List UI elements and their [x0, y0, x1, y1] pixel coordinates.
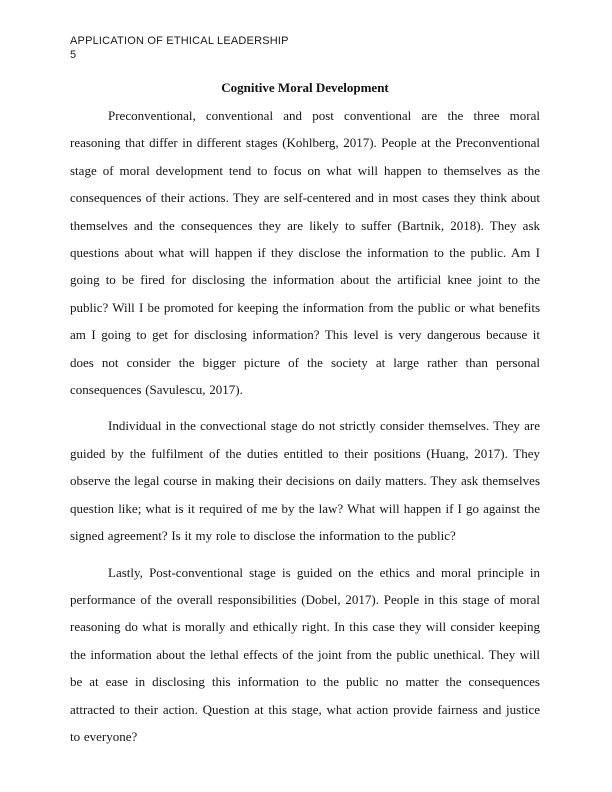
running-head: APPLICATION OF ETHICAL LEADERSHIP: [70, 35, 289, 47]
paragraph-conventional: Individual in the convectional stage do not strictly consider themselves. They are guided by the fulfilment of the duties entitled to their positions (Huang, 2017). They observe the legal course in making their decisions on daily matters. They ask themselves question like; what is it required of me by the law? What will happen if I go against the signed agreement? Is it my role to disclose the information to the public?: [70, 418, 540, 544]
paragraph-preconventional: Preconventional, conventional and post conventional are the three moral reasoning that differ in different stages (Kohlberg, 2017). People at the Preconventional stage of moral development tend to focus on what will happen to themselves as the consequences of their actions. They are self-centered and in most cases they think about themselves and the consequences they are likely to suffer (Bartnik, 2018). They ask questions about what will happen if they disclose the information to the public. Am I going to be fired for disclosing the information about the artificial knee joint to the public? Will I be promoted for keeping the information from the public or what benefits am I going to get for disclosing information? This level is very dangerous because it does not consider the bigger picture of the society at large rather than personal consequences (Savulescu, 2017).: [70, 108, 540, 398]
page-number: 5: [70, 49, 77, 61]
paragraph-postconventional: Lastly, Post-conventional stage is guided on the ethics and moral principle in performance of the overall responsibilities (Dobel, 2017). People in this stage of moral reasoning do what is morally and ethically right. In this case they will consider keeping the information about the lethal effects of the joint from the public unethical. They will be at ease in disclosing this information to the public no matter the consequences attracted to their action. Question at this stage, what action provide fairness and justice to everyone?: [70, 564, 540, 744]
section-title: Cognitive Moral Development: [221, 80, 389, 95]
page-header: [70, 34, 540, 62]
